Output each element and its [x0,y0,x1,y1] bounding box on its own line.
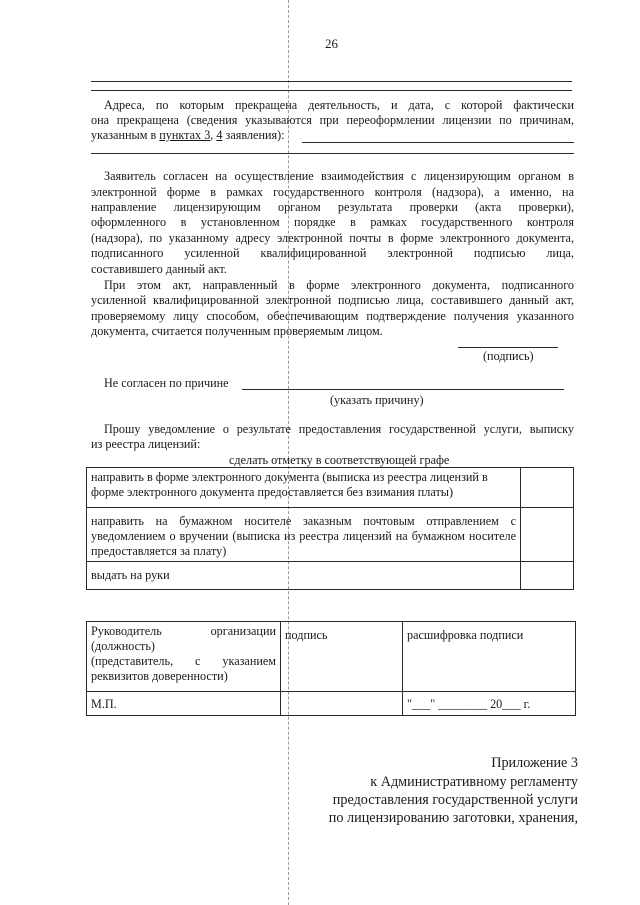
head-cell [87,622,281,692]
mp-cell: М.П. [87,692,281,716]
option-in-person: выдать на руки [87,562,521,590]
head-word-1: Руководитель [91,624,162,638]
act-line: документа, считается полученным проверяемым лицом. [91,324,383,338]
act-line: проверяемому лицу способом, обеспечивающим подтверждение получения указанного [91,309,574,323]
blank-line [91,90,572,91]
addresses-line-2: она прекращена (сведения указываются при переоформлении лицензии по причинам, [91,113,574,127]
notify-instruction: сделать отметку в соответствующей графе [229,453,450,467]
head-rest: (должность) (представитель, с указанием реквизитов доверенности) [91,639,276,683]
addresses-line-3 [91,128,285,144]
appendix-line: к Административному регламенту [370,774,578,790]
act-line: При этом акт, направленный в форме электронного документа, подписанного [104,278,574,292]
signature-caption: (подпись) [483,349,534,363]
appendix-line: предоставления государственной услуги [332,792,578,808]
disagree-reason-line[interactable] [242,389,564,390]
addresses-line-3-suffix: заявления): [222,128,285,142]
consent-line: Заявитель согласен на осуществление взаимодействия с лицензирующим органом в [104,169,574,183]
disagree-caption: (указать причину) [330,393,424,407]
consent-line: оформленного в установленном порядке в рамках государственного контроля [91,215,574,229]
addresses-line-1: Адреса, по которым прекращена деятельность, и дата, с которой фактически [104,98,574,112]
option-in-person-checkbox[interactable] [521,562,574,590]
consent-line: электронной форме в рамках государственного контроля (надзора), а именно, на [91,185,574,199]
consent-line: (надзора), по указанному адресу электронной почты в форме электронного документа, [91,231,574,245]
consent-line: направление лицензирующим органом результата проверки (акта проверки), [91,200,574,214]
signature-column[interactable]: подпись [281,622,403,692]
page-number: 26 [325,36,338,51]
delivery-options-table [86,467,574,590]
addresses-line-3-prefix: указанным в [91,128,160,142]
disagree-label: Не согласен по причине [104,376,229,390]
mp-signature-cell[interactable] [281,692,403,716]
clause-link[interactable]: пунктах 3 [159,128,211,142]
blank-line [91,81,572,82]
appendix-title: Приложение 3 [491,755,578,771]
head-word-2: организации [210,624,276,638]
addresses-line-3-comma: , [210,128,217,142]
head-line-1 [91,624,276,639]
notify-line-1: Прошу уведомление о результате предоставления государственной услуги, выписку [104,422,574,436]
date-cell[interactable]: "___" ________ 20___ г. [403,692,576,716]
appendix-line: по лицензированию заготовки, хранения, [328,810,578,826]
signature-table [86,621,576,716]
notify-line-2: из реестра лицензий: [91,437,201,451]
option-paper-checkbox[interactable] [521,508,574,562]
consent-line: подписанного усиленной квалифицированной электронной подписью лица, [91,246,574,260]
act-line: усиленной квалифицированной электронной подписью лица, составившего данный акт, [91,293,574,307]
addresses-fill-line[interactable] [302,142,574,143]
clause-link-2[interactable]: 4 [216,128,223,142]
option-paper: направить на бумажном носителе заказным почтовым отправлением с уведомлением о вручении (выписка из реестра лицензий на бумажном носителе предоставляется за плату) [87,508,521,562]
signature-decoding-column[interactable]: расшифровка подписи [403,622,576,692]
consent-line: составившего данный акт. [91,262,227,276]
addresses-fill-line-2[interactable] [91,153,574,154]
option-electronic: направить в форме электронного документа (выписка из реестра лицензий в форме электронного документа предоставляется без взимания платы) [87,468,521,508]
option-electronic-checkbox[interactable] [521,468,574,508]
signature-line[interactable] [458,347,558,348]
